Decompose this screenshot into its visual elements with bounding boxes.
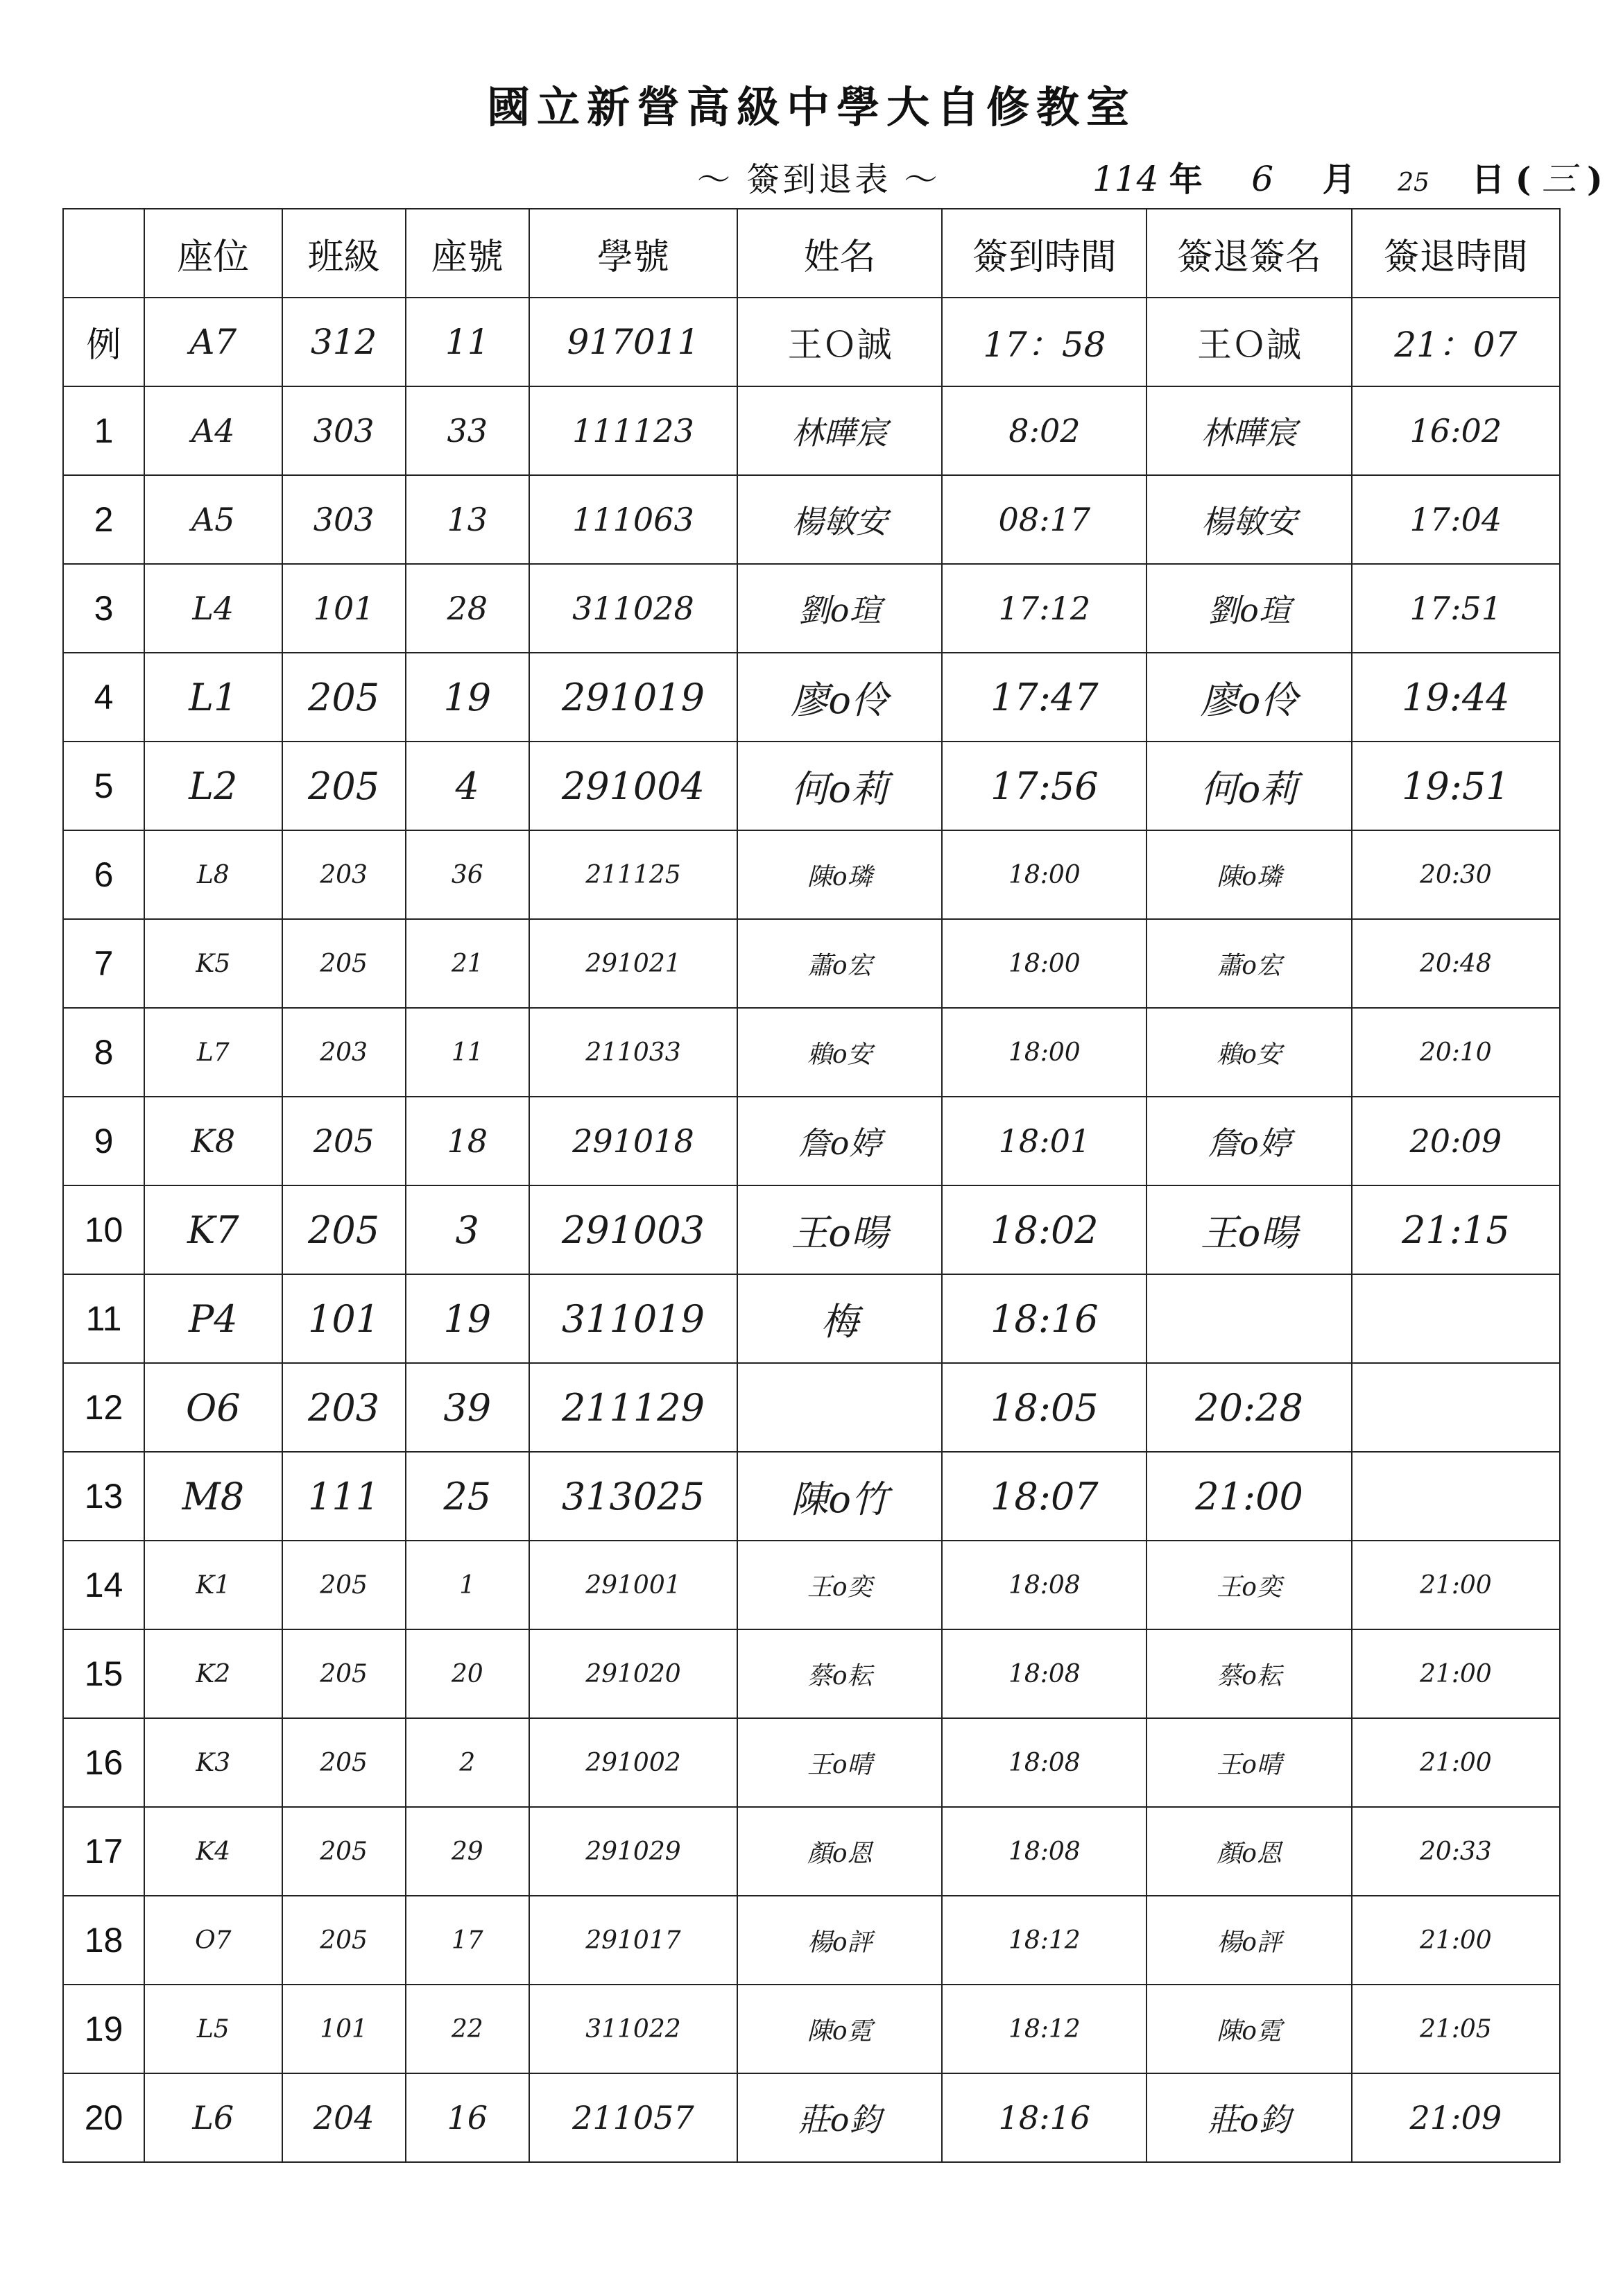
header-index [63,209,144,298]
header-class: 班級 [282,209,406,298]
cell-class: 303 [282,386,406,475]
cell-number: 19 [406,1274,529,1363]
cell-number: 4 [406,742,529,830]
cell-name: 陳o霓 [737,1985,942,2073]
cell-name: 廖o伶 [737,653,942,742]
cell-seat: L6 [144,2073,282,2162]
example-name: 王Ｏ誠 [737,298,942,386]
table-row [63,386,1560,475]
cell-class: 205 [282,1629,406,1718]
example-sign-out-time: 21：07 [1352,298,1560,386]
header-sign-in-time: 簽到時間 [942,209,1147,298]
row-index: 9 [63,1097,144,1185]
cell-class: 303 [282,475,406,564]
cell-sign-out-time: 17:04 [1352,475,1560,564]
table-row [63,1097,1560,1185]
cell-sign-in: 18:02 [942,1185,1147,1274]
cell-sign-in: 18:08 [942,1541,1147,1629]
header-number: 座號 [406,209,529,298]
cell-sign-out-signature: 楊o評 [1147,1896,1351,1985]
cell-student-id: 311028 [529,564,737,653]
date-weekday: 三 [1541,159,1577,199]
cell-sign-in: 17:12 [942,564,1147,653]
cell-name: 蔡o耘 [737,1629,942,1718]
cell-sign-out-time: 21:00 [1352,1629,1560,1718]
cell-seat: K3 [144,1718,282,1807]
date-day-label: 日 [1471,160,1505,199]
cell-sign-out-signature: 蔡o耘 [1147,1629,1351,1718]
date-weekday-open: ( [1515,160,1531,199]
cell-number: 25 [406,1452,529,1541]
cell-sign-out-time [1352,1274,1560,1363]
cell-sign-in: 18:00 [942,1008,1147,1097]
cell-class: 101 [282,564,406,653]
example-number: 11 [406,298,529,386]
date-year: 114 [1092,159,1159,199]
table-row [63,919,1560,1008]
table-row [63,1985,1560,2073]
date-day: 25 [1398,169,1429,197]
date-month-label: 月 [1322,160,1356,199]
cell-sign-out-signature: 詹o婷 [1147,1097,1351,1185]
cell-name: 賴o安 [737,1008,942,1097]
table-row [63,830,1560,919]
cell-class: 203 [282,1363,406,1452]
cell-seat: P4 [144,1274,282,1363]
cell-student-id: 291018 [529,1097,737,1185]
cell-seat: L8 [144,830,282,919]
cell-seat: K4 [144,1807,282,1896]
table-row [63,1452,1560,1541]
cell-student-id: 313025 [529,1452,737,1541]
cell-student-id: 291019 [529,653,737,742]
table-row [63,742,1560,830]
cell-seat: L2 [144,742,282,830]
cell-name: 楊敏安 [737,475,942,564]
cell-student-id: 291029 [529,1807,737,1896]
cell-sign-out-time: 19:44 [1352,653,1560,742]
header-sign-out-time: 簽退時間 [1352,209,1560,298]
cell-sign-out-time [1352,1363,1560,1452]
table-row [63,2073,1560,2162]
cell-class: 205 [282,919,406,1008]
cell-student-id: 291004 [529,742,737,830]
cell-sign-out-time: 17:51 [1352,564,1560,653]
example-sign-out-signature: 王Ｏ誠 [1147,298,1351,386]
cell-sign-in: 18:12 [942,1985,1147,2073]
row-index: 1 [63,386,144,475]
cell-sign-out-signature: 廖o伶 [1147,653,1351,742]
cell-number: 17 [406,1896,529,1985]
cell-number: 22 [406,1985,529,2073]
table-row [63,653,1560,742]
cell-class: 111 [282,1452,406,1541]
cell-number: 36 [406,830,529,919]
cell-student-id: 291001 [529,1541,737,1629]
cell-sign-out-time: 20:10 [1352,1008,1560,1097]
cell-seat: K1 [144,1541,282,1629]
table-row [63,564,1560,653]
cell-student-id: 291003 [529,1185,737,1274]
cell-seat: K7 [144,1185,282,1274]
row-index: 8 [63,1008,144,1097]
row-index: 14 [63,1541,144,1629]
example-sign-in: 17：58 [942,298,1147,386]
cell-name: 陳o璘 [737,830,942,919]
cell-name: 詹o婷 [737,1097,942,1185]
cell-class: 205 [282,1541,406,1629]
cell-sign-in: 17:56 [942,742,1147,830]
cell-sign-in: 18:08 [942,1629,1147,1718]
document-subtitle: ～ 簽到退表 ～ [697,160,941,199]
cell-student-id: 311019 [529,1274,737,1363]
cell-name: 林曄宸 [737,386,942,475]
table-row [63,1718,1560,1807]
cell-sign-in: 18:05 [942,1363,1147,1452]
cell-name: 莊o鈞 [737,2073,942,2162]
header-student-id: 學號 [529,209,737,298]
cell-seat: M8 [144,1452,282,1541]
cell-sign-out-time: 20:48 [1352,919,1560,1008]
example-seat: A7 [144,298,282,386]
cell-name: 何o莉 [737,742,942,830]
cell-sign-out-signature: 陳o璘 [1147,830,1351,919]
table-row [63,1008,1560,1097]
cell-sign-out-time [1352,1452,1560,1541]
date-month: 6 [1251,159,1274,199]
example-class: 312 [282,298,406,386]
cell-class: 204 [282,2073,406,2162]
row-index: 6 [63,830,144,919]
row-index: 19 [63,1985,144,2073]
cell-name: 王o晴 [737,1718,942,1807]
cell-name: 楊o評 [737,1896,942,1985]
cell-sign-out-signature: 王o暘 [1147,1185,1351,1274]
row-index: 2 [63,475,144,564]
cell-class: 205 [282,1718,406,1807]
cell-sign-out-time: 20:30 [1352,830,1560,919]
table-row [63,1896,1560,1985]
cell-number: 29 [406,1807,529,1896]
cell-number: 28 [406,564,529,653]
cell-student-id: 291020 [529,1629,737,1718]
table-row [63,1363,1560,1452]
cell-seat: L1 [144,653,282,742]
cell-number: 20 [406,1629,529,1718]
table-row [63,1629,1560,1718]
cell-student-id: 291021 [529,919,737,1008]
cell-sign-in: 17:47 [942,653,1147,742]
document-title: 國立新營高級中學大自修教室 [486,82,1136,132]
row-index: 13 [63,1452,144,1541]
cell-sign-out-signature: 王o奕 [1147,1541,1351,1629]
row-index: 3 [63,564,144,653]
cell-sign-out-time: 21:00 [1352,1541,1560,1629]
cell-name: 劉o瑄 [737,564,942,653]
cell-sign-in: 08:17 [942,475,1147,564]
example-label: 例 [63,298,144,386]
cell-sign-out-signature: 21:00 [1147,1452,1351,1541]
cell-sign-in: 18:16 [942,2073,1147,2162]
row-index: 17 [63,1807,144,1896]
example-student-id: 917011 [529,298,737,386]
cell-sign-out-signature: 蕭o宏 [1147,919,1351,1008]
table-header-row [63,209,1560,298]
cell-sign-out-time: 19:51 [1352,742,1560,830]
row-index: 7 [63,919,144,1008]
cell-student-id: 311022 [529,1985,737,2073]
cell-student-id: 211129 [529,1363,737,1452]
cell-student-id: 211125 [529,830,737,919]
cell-number: 19 [406,653,529,742]
cell-class: 205 [282,1807,406,1896]
cell-name: 陳o竹 [737,1452,942,1541]
row-index: 10 [63,1185,144,1274]
cell-seat: K5 [144,919,282,1008]
cell-sign-out-signature: 賴o安 [1147,1008,1351,1097]
cell-student-id: 111063 [529,475,737,564]
header-sign-out-signature: 簽退簽名 [1147,209,1351,298]
cell-seat: O6 [144,1363,282,1452]
cell-sign-out-time: 21:15 [1352,1185,1560,1274]
cell-class: 203 [282,830,406,919]
table-row [63,1185,1560,1274]
cell-name: 王o暘 [737,1185,942,1274]
row-index: 16 [63,1718,144,1807]
cell-sign-out-time: 16:02 [1352,386,1560,475]
cell-number: 21 [406,919,529,1008]
cell-sign-out-signature: 劉o瑄 [1147,564,1351,653]
cell-sign-out-signature [1147,1274,1351,1363]
cell-seat: A4 [144,386,282,475]
row-index: 20 [63,2073,144,2162]
row-index: 18 [63,1896,144,1985]
date-year-label: 年 [1169,160,1203,199]
cell-student-id: 211033 [529,1008,737,1097]
table-row [63,475,1560,564]
cell-number: 1 [406,1541,529,1629]
cell-sign-in: 18:07 [942,1452,1147,1541]
sign-in-out-table [62,208,1561,2163]
cell-seat: O7 [144,1896,282,1985]
row-index: 15 [63,1629,144,1718]
cell-student-id: 291017 [529,1896,737,1985]
cell-seat: K8 [144,1097,282,1185]
header-seat: 座位 [144,209,282,298]
cell-sign-in: 18:08 [942,1718,1147,1807]
cell-sign-in: 18:08 [942,1807,1147,1896]
cell-class: 205 [282,1896,406,1985]
row-index: 12 [63,1363,144,1452]
cell-sign-in: 18:00 [942,919,1147,1008]
cell-sign-out-signature: 楊敏安 [1147,475,1351,564]
cell-number: 39 [406,1363,529,1452]
cell-sign-out-time: 21:00 [1352,1896,1560,1985]
table-row [63,1807,1560,1896]
cell-sign-in: 8:02 [942,386,1147,475]
cell-sign-out-signature: 莊o鈞 [1147,2073,1351,2162]
cell-class: 101 [282,1985,406,2073]
cell-sign-out-signature: 20:28 [1147,1363,1351,1452]
cell-sign-out-time: 21:05 [1352,1985,1560,2073]
cell-number: 2 [406,1718,529,1807]
cell-sign-out-signature: 王o晴 [1147,1718,1351,1807]
row-index: 4 [63,653,144,742]
cell-student-id: 291002 [529,1718,737,1807]
cell-sign-out-signature: 陳o霓 [1147,1985,1351,2073]
date-weekday-close: ) [1587,160,1603,199]
cell-class: 203 [282,1008,406,1097]
cell-student-id: 211057 [529,2073,737,2162]
cell-sign-out-signature: 林曄宸 [1147,386,1351,475]
cell-number: 13 [406,475,529,564]
cell-number: 3 [406,1185,529,1274]
cell-class: 205 [282,1185,406,1274]
cell-sign-out-time: 20:33 [1352,1807,1560,1896]
cell-name: 梅 [737,1274,942,1363]
cell-number: 11 [406,1008,529,1097]
cell-class: 205 [282,653,406,742]
cell-sign-out-time: 20:09 [1352,1097,1560,1185]
cell-seat: L7 [144,1008,282,1097]
cell-seat: K2 [144,1629,282,1718]
cell-name: 王o奕 [737,1541,942,1629]
example-row [63,298,1560,386]
row-index: 5 [63,742,144,830]
cell-sign-out-time: 21:09 [1352,2073,1560,2162]
cell-number: 16 [406,2073,529,2162]
cell-class: 205 [282,1097,406,1185]
cell-name [737,1363,942,1452]
cell-seat: A5 [144,475,282,564]
cell-sign-in: 18:01 [942,1097,1147,1185]
cell-name: 蕭o宏 [737,919,942,1008]
cell-sign-in: 18:00 [942,830,1147,919]
cell-seat: L5 [144,1985,282,2073]
cell-seat: L4 [144,564,282,653]
cell-class: 205 [282,742,406,830]
table-row [63,1541,1560,1629]
cell-sign-in: 18:16 [942,1274,1147,1363]
header-name: 姓名 [737,209,942,298]
cell-sign-out-signature: 何o莉 [1147,742,1351,830]
cell-sign-out-signature: 顏o恩 [1147,1807,1351,1896]
date-line [1092,151,1603,201]
cell-number: 33 [406,386,529,475]
cell-sign-out-time: 21:00 [1352,1718,1560,1807]
row-index: 11 [63,1274,144,1363]
table-row [63,1274,1560,1363]
cell-number: 18 [406,1097,529,1185]
cell-class: 101 [282,1274,406,1363]
cell-sign-in: 18:12 [942,1896,1147,1985]
cell-name: 顏o恩 [737,1807,942,1896]
cell-student-id: 111123 [529,386,737,475]
